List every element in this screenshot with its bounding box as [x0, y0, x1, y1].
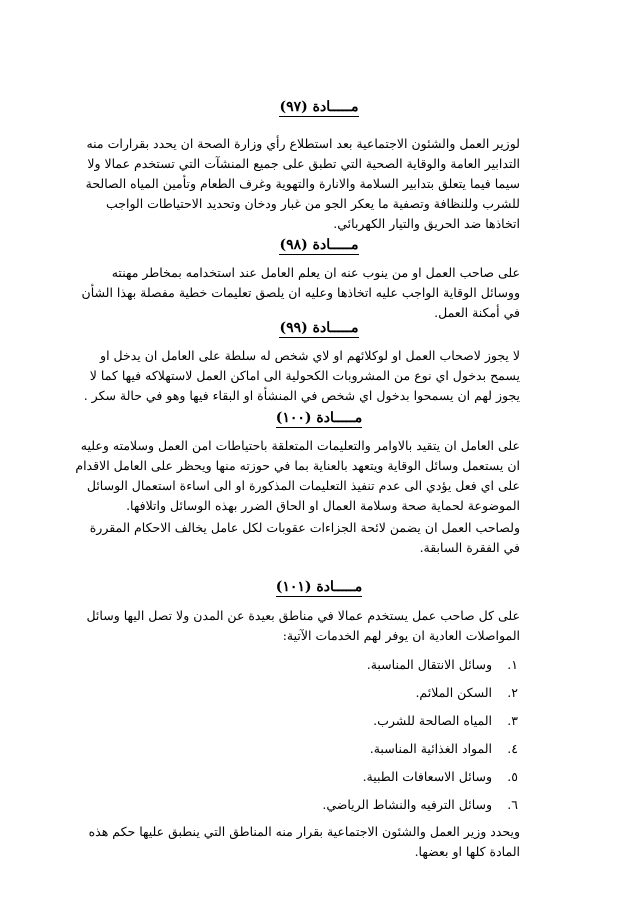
text-line: على اي فعل يؤدي الى عدم تنفيذ التعليمات المذكورة او الى اساءة استعمال الوسائل [86, 478, 520, 493]
article-99-heading [0, 319, 638, 337]
list-item-number: ٤. [507, 741, 518, 756]
text-line: ووسائل الوقاية الواجب عليه اتخاذها وعليه ان يلصق تعليمات خطية مفصلة بهذا الشأن [81, 285, 520, 300]
list-item-number: ٣. [507, 713, 518, 728]
list-item-text: وسائل الترفيه والنشاط الرياضي. [322, 797, 493, 812]
text-line: على كل صاحب عمل يستخدم عمالا في مناطق بعيدة عن المدن ولا تصل اليها وسائل [86, 608, 520, 623]
text-line: ان يستعمل وسائل الوقاية ويتعهد بالعناية بما في حوزته منها ويحظر على العامل الاقدام [75, 458, 520, 473]
article-heading-text: مـــــادة (١٠٠) [275, 410, 363, 426]
list-item [118, 707, 518, 735]
article-98-body [81, 263, 520, 323]
article-100-heading [0, 409, 638, 427]
article-100-penalty-paragraph [89, 518, 520, 558]
text-line: لوزير العمل والشئون الاجتماعية بعد استطلاع رأي وزارة الصحة ان يحدد بقرارات منه [86, 136, 520, 151]
text-line: يسمح بدخول اي نوع من المشروبات الكحولية الى اماكن العمل لاستهلاكه فيها كما لا [89, 368, 520, 383]
article-97-body [85, 134, 520, 234]
list-item [118, 791, 518, 819]
list-item-text: وسائل الانتقال المناسبة. [366, 657, 493, 672]
article-heading-text: مـــــادة (٩٧) [279, 99, 359, 115]
article-101-body [86, 606, 520, 646]
list-item-text: وسائل الاسعافات الطبية. [362, 769, 493, 784]
text-line: ولصاحب العمل ان يضمن لائحة الجزاءات عقوبات لكل عامل يخالف الاحكام المقررة [89, 520, 520, 535]
text-line: يجوز لهم ان يسمحوا بدخول اي شخص في المنشأة او البقاء فيها وهو في حالة سكر . [83, 388, 520, 403]
text-line: اتخاذها ضد الحريق والتيار الكهربائي. [333, 216, 520, 231]
article-101-heading [0, 578, 638, 596]
article-99-body [83, 346, 520, 406]
text-line: للشرب وللنظافة وتصفية ما يعكر الجو من غبار ودخان وتحديد الاحتياطات الواجب [105, 196, 520, 211]
text-line: سيما فيما يتعلق بتدابير السلامة والانارة والتهوية وغرف الطعام وتأمين المياه الصالحة [85, 176, 520, 191]
text-line: لا يجوز لاصحاب العمل او لوكلائهم او لاي شخص له سلطة على العامل ان يدخل او [100, 348, 520, 363]
text-line: في أمكنة العمل. [434, 305, 520, 320]
text-line: الموضوعة لحماية صحة وسلامة العمال او الحاق الضرر بهذه الوسائل واتلافها. [126, 498, 520, 513]
list-item-text: المياه الصالحة للشرب. [373, 713, 493, 728]
article-heading-text: مـــــادة (٩٩) [279, 320, 359, 336]
text-line: المادة كلها او بعضها. [414, 844, 520, 859]
text-line: ويحدد وزير العمل والشئون الاجتماعية بقرار منه المناطق التي ينطبق عليها حكم هذه [88, 824, 520, 839]
text-line: التدابير العامة والوقاية الصحية التي تطبق على جميع المنشآت التي تستخدم عمالا ولا [87, 156, 520, 171]
article-101-closing [88, 822, 520, 862]
list-item [118, 763, 518, 791]
list-item-number: ٢. [507, 685, 518, 700]
list-item-number: ١. [507, 657, 518, 672]
article-97-heading [0, 98, 638, 116]
list-item [118, 679, 518, 707]
article-heading-text: مـــــادة (٩٨) [279, 237, 359, 253]
list-item [118, 735, 518, 763]
article-100-body [75, 436, 520, 516]
text-line: على صاحب العمل او من ينوب عنه ان يعلم العامل عند استخدامه بمخاطر مهنته [111, 265, 520, 280]
list-item-text: المواد الغذائية المناسبة. [369, 741, 493, 756]
list-item-number: ٦. [507, 797, 518, 812]
article-heading-text: مـــــادة (١٠١) [275, 579, 363, 595]
article-98-heading [0, 236, 638, 254]
text-line: المواصلات العادية ان يوفر لهم الخدمات الآتية: [282, 628, 520, 643]
text-line: في الفقرة السابقة. [419, 540, 520, 555]
list-item-number: ٥. [507, 769, 518, 784]
text-line: على العامل ان يتقيد بالاوامر والتعليمات المتعلقة باحتياطات امن العمل وسلامته وعليه [80, 438, 520, 453]
services-list [118, 651, 518, 819]
list-item-text: السكن الملائم. [415, 685, 493, 700]
list-item [118, 651, 518, 679]
